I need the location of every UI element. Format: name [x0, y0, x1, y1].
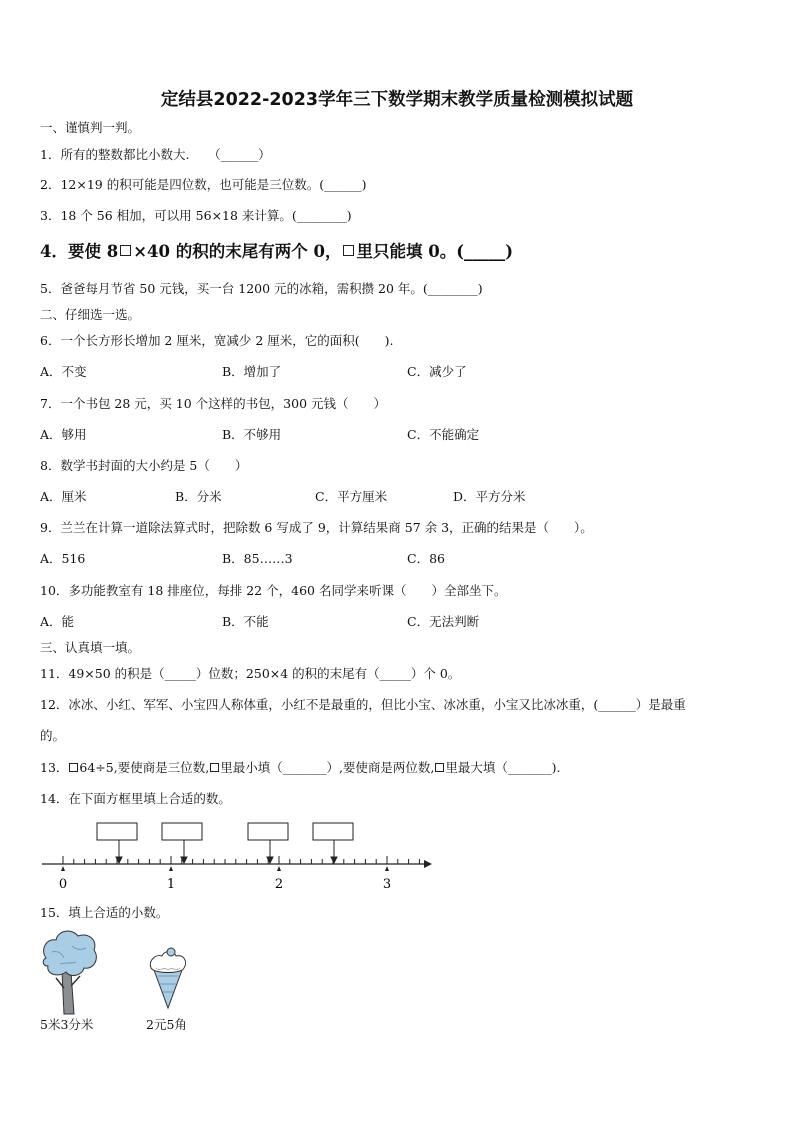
question-8: 8．数学书封面的大小约是 5（ ）	[40, 458, 248, 473]
question-4-middle: ×40 的积的末尾有两个 0，	[133, 242, 342, 261]
question-8-option-b: B．分米	[175, 489, 222, 504]
question-9-option-c: C．86	[407, 551, 445, 566]
answer-box-1	[97, 823, 137, 840]
question-14: 14．在下面方框里填上合适的数。	[40, 791, 231, 806]
question-4	[40, 242, 513, 262]
major-tick-arrow-icons	[61, 866, 389, 871]
question-4-suffix: 里只能填 0。(_____)	[356, 242, 514, 261]
question-7-option-c: C．不能确定	[407, 427, 480, 442]
question-13	[40, 760, 561, 776]
tick-label-2: 2	[274, 877, 284, 892]
tick-label-1: 1	[166, 877, 176, 892]
answer-box-3	[248, 823, 288, 840]
question-7-option-a: A．够用	[40, 427, 87, 442]
blank-box-icon	[210, 763, 219, 772]
question-2: 2．12×19 的积可能是四位数，也可能是三位数。(______)	[40, 177, 367, 192]
question-7: 7．一个书包 28 元，买 10 个这样的书包，300 元钱（ ）	[40, 396, 386, 411]
question-6: 6．一个长方形长增加 2 厘米，宽减少 2 厘米，它的面积( ).	[40, 333, 394, 348]
question-7-option-b: B．不够用	[222, 427, 282, 442]
ice-cream-label: 2元5角	[146, 1017, 187, 1032]
ice-cream-icon	[146, 946, 190, 1012]
question-10-option-a: A．能	[40, 614, 75, 629]
number-line-diagram	[38, 818, 438, 898]
axis-arrow-icon	[424, 860, 432, 868]
question-9: 9．兰兰在计算一道除法算式时，把除数 6 写成了 9，计算结果商 57 余 3，正确的结果是（ ）。	[40, 520, 593, 535]
question-10-option-c: C．无法判断	[407, 614, 480, 629]
question-13-number: 13．	[40, 760, 69, 775]
page-title: 定结县2022-2023学年三下数学期末教学质量检测模拟试题	[160, 90, 634, 110]
question-8-option-a: A．厘米	[40, 489, 87, 504]
tree-label: 5米3分米	[40, 1017, 94, 1032]
question-13-part-3: 里最大填（_______).	[445, 760, 561, 775]
answer-box-2	[162, 823, 202, 840]
tick-label-0: 0	[58, 877, 68, 892]
question-3: 3．18 个 56 相加，可以用 56×18 来计算。(________)	[40, 208, 352, 223]
section-heading-2: 二、仔细选一选。	[40, 307, 141, 322]
question-9-option-b: B．85……3	[222, 551, 293, 566]
blank-box-icon	[120, 245, 131, 256]
section-heading-1: 一、谨慎判一判。	[40, 120, 141, 135]
question-1: 1．所有的整数都比小数大. （______）	[40, 147, 271, 162]
question-8-option-c: C．平方厘米	[315, 489, 388, 504]
question-6-option-b: B．增加了	[222, 364, 282, 379]
question-5: 5．爸爸每月节省 50 元钱，买一台 1200 元的冰箱，需积攒 20 年。(________)	[40, 281, 483, 296]
question-6-option-a: A．不变	[40, 364, 87, 379]
answer-box-4	[313, 823, 353, 840]
question-12-line-1: 12．冰冰、小红、军军、小宝四人称体重，小红不是最重的，但比小宝、冰冰重，小宝又比冰冰重，(______）是最重	[40, 697, 686, 712]
tick-label-3: 3	[382, 877, 392, 892]
question-11: 11．49×50 的积是（_____）位数；250×4 的积的末尾有（_____）个 0。	[40, 666, 461, 681]
question-4-prefix: 4．要使 8	[40, 242, 119, 261]
question-12-line-2: 的。	[40, 728, 66, 743]
tree-icon	[38, 928, 100, 1018]
question-8-option-d: D．平方分米	[453, 489, 526, 504]
question-13-part-1: 64÷5,要使商是三位数,	[79, 760, 210, 775]
question-15: 15．填上合适的小数。	[40, 905, 169, 920]
question-10-option-b: B．不能	[222, 614, 269, 629]
blank-box-icon	[69, 763, 78, 772]
question-6-option-c: C．减少了	[407, 364, 467, 379]
blank-box-icon	[343, 245, 354, 256]
section-heading-3: 三、认真填一填。	[40, 640, 141, 655]
blank-box-icon	[435, 763, 444, 772]
question-9-option-a: A．516	[40, 551, 86, 566]
question-13-part-2: 里最小填（_______）,要使商是两位数,	[220, 760, 435, 775]
question-10: 10．多功能教室有 18 排座位，每排 22 个，460 名同学来听课（ ）全部坐下。	[40, 583, 507, 598]
